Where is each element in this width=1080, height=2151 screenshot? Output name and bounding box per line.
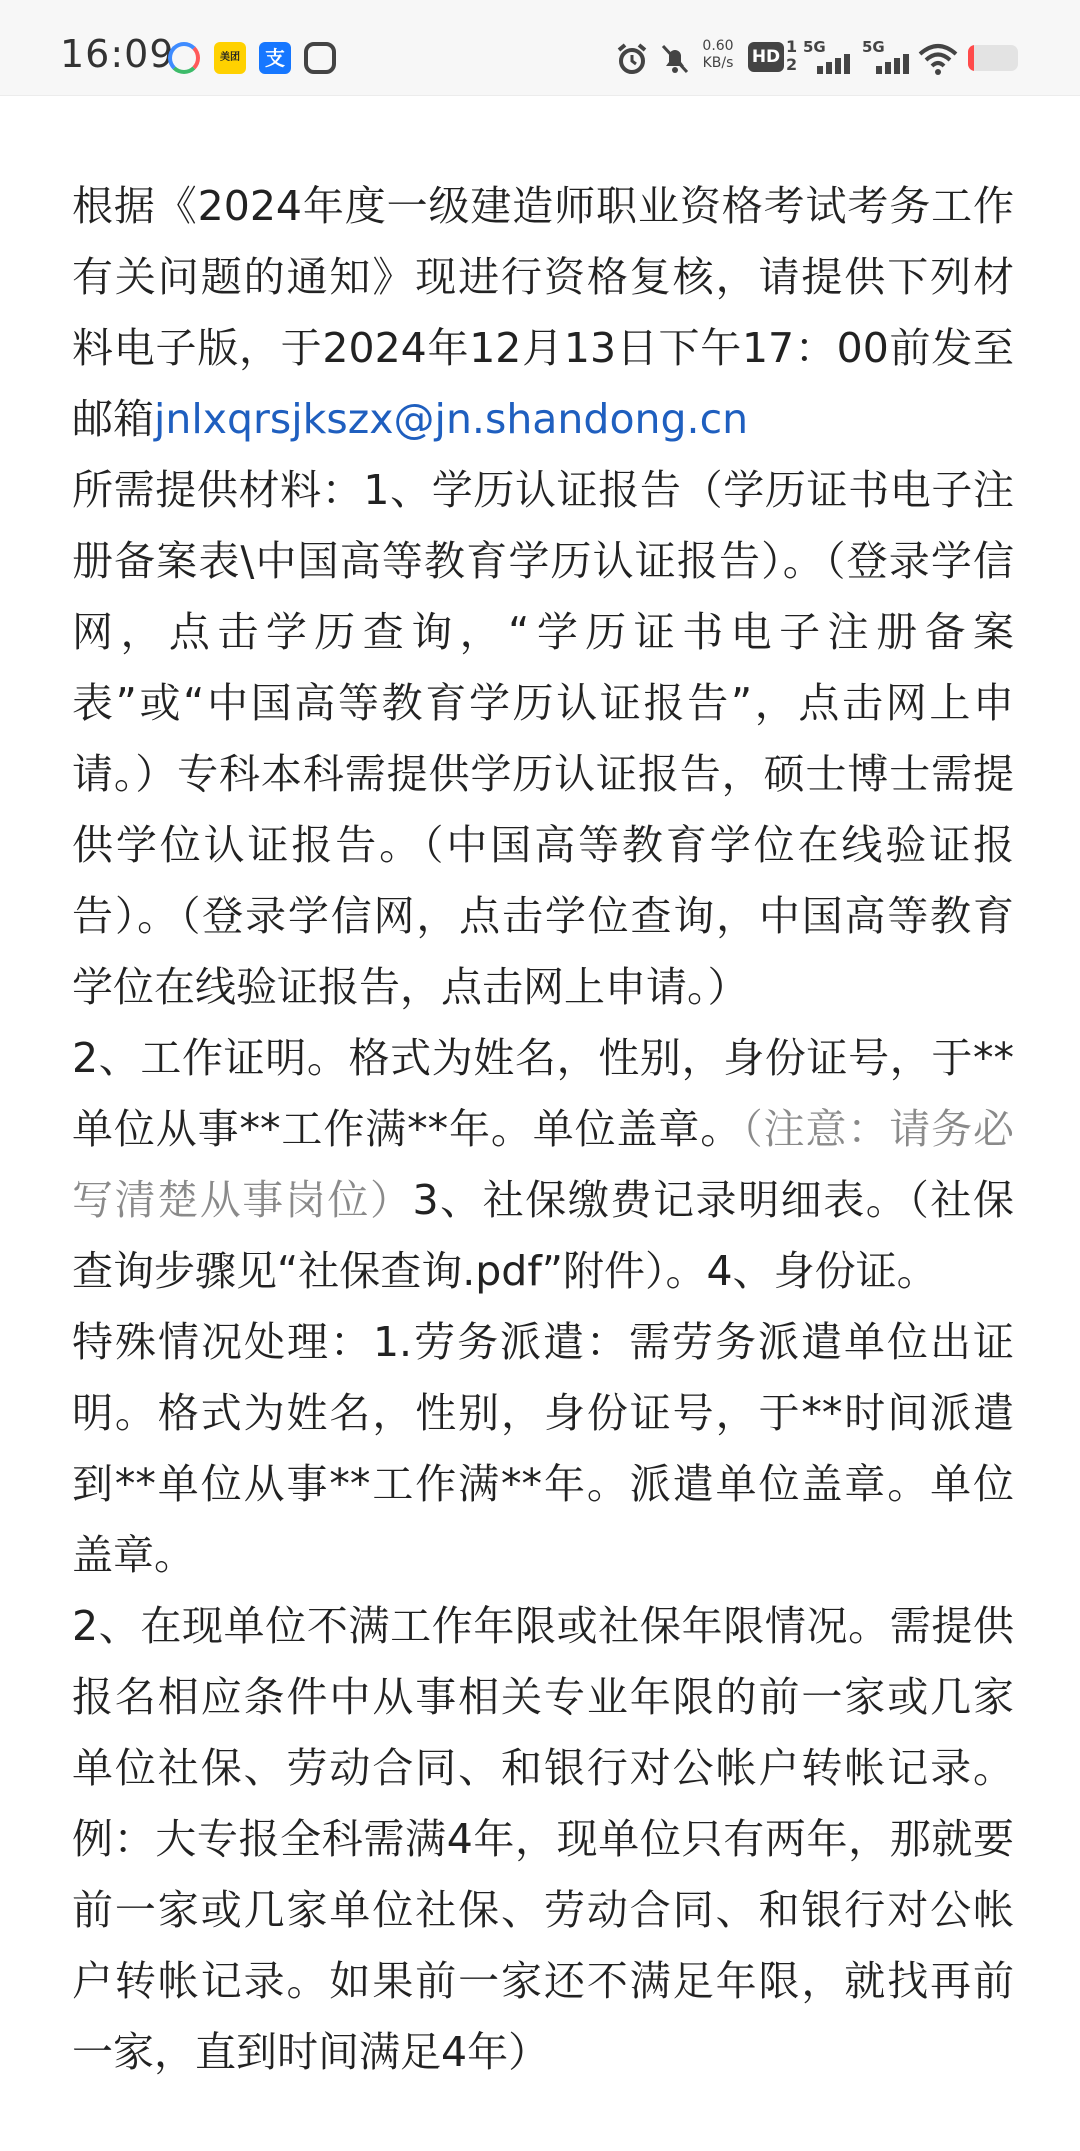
- notice-paragraph-insufficient-years: 2、在现单位不满工作年限或社保年限情况。需提供报名相应条件中从事相关专业年限的前一家或几家单位社保、劳动合同、和银行对公帐户转帐记录。例：大专报全科需满4年，现单位只有两年，那就要前一家或几家单位社保、劳动合同、和银行对公帐户转帐记录。如果前一家还不满足年限，就找再前一家，直到时间满足4年）: [72, 1602, 1014, 2076]
- hd-sim-label: 1 2: [786, 37, 798, 74]
- mute-bell-icon: [658, 42, 692, 76]
- email-link[interactable]: jnlxqrsjkszx@jn.shandong.cn: [154, 395, 749, 443]
- status-bar: [0, 0, 1080, 96]
- wifi-icon: [918, 42, 958, 76]
- signal-sim2-label: 5G: [862, 38, 885, 56]
- notice-paragraph-materials: 所需提供材料：1、学历认证报告（学历证书电子注册备案表\中国高等教育学历认证报告）。（登录学信网，点击学历查询，“学历证书电子注册备案表”或“中国高等教育学历认证报告”，点击网上申请。）专科本科需提供学历认证报告，硕士博士需提供学位认证报告。（中国高等教育学位在线验证报告）。（登录学信网，点击学位查询，中国高等教育学位在线验证报告，点击网上申请。）: [72, 466, 1014, 1011]
- signal-icon-sim2: [862, 40, 914, 76]
- browser-icon: [168, 42, 200, 74]
- alipay-icon: 支: [259, 42, 291, 74]
- network-speed: [698, 38, 738, 72]
- work-proof-note: （注意：请务必写清楚从事岗位）: [72, 1105, 1015, 1224]
- hd-voice-badge: HD: [748, 42, 784, 72]
- notice-paragraph-intro: [72, 171, 1014, 455]
- network-speed-value: 0.60: [702, 38, 734, 54]
- notice-paragraph-work-proof: [72, 1023, 1014, 1307]
- signal-icon-sim1: [803, 40, 855, 76]
- alarm-icon: [615, 42, 649, 76]
- network-speed-unit: KB/s: [702, 55, 734, 71]
- notice-paragraph-special-cases: 特殊情况处理：1.劳务派遣：需劳务派遣单位出证明。格式为姓名，性别，身份证号，于**时间派遣到**单位从事**工作满**年。派遣单位盖章。单位盖章。: [72, 1318, 1014, 1579]
- signal-sim1-label: 5G: [803, 38, 826, 56]
- intro-text: 根据《2024年度一级建造师职业资格考试考务工作有关问题的通知》现进行资格复核，请提供下列材料电子版，于2024年12月13日下午17：00前发至邮箱: [72, 182, 1014, 443]
- meituan-icon: 美团: [214, 42, 246, 74]
- status-time: 16:09: [60, 32, 175, 76]
- work-proof-text: 2、工作证明。格式为姓名，性别，身份证号，于**单位从事**工作满**年。单位盖章。: [72, 1034, 1014, 1153]
- battery-level-fill: [968, 45, 974, 71]
- work-proof-tail: 3、社保缴费记录明细表。（社保查询步骤见“社保查询.pdf”附件）。4、身份证。: [72, 1176, 1014, 1295]
- app-icon: [304, 42, 336, 74]
- battery-icon: [968, 45, 1018, 71]
- notice-article: [72, 171, 1014, 2088]
